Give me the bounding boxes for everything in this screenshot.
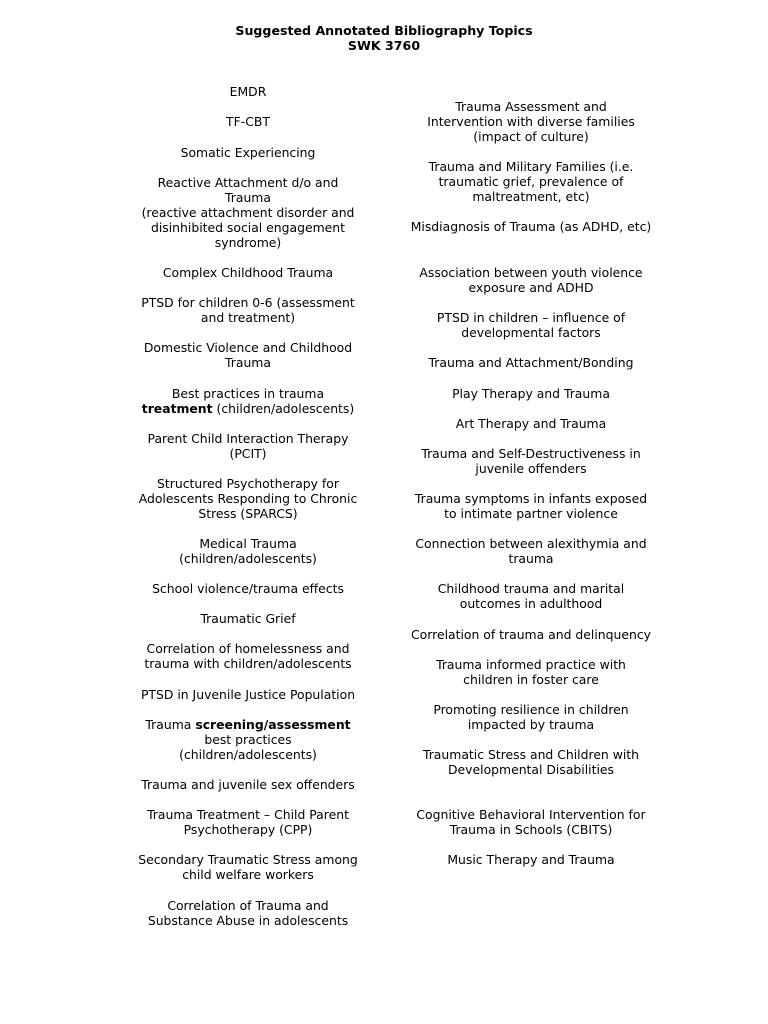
topic-item: Cognitive Behavioral Intervention for Trauma in Schools (CBITS): [416, 807, 646, 837]
topic-item: Misdiagnosis of Trauma (as ADHD, etc): [410, 219, 652, 234]
topic-item: Trauma Treatment – Child Parent Psychotherapy (CPP): [147, 807, 349, 837]
topic-item: Trauma informed practice with children in foster care: [436, 657, 626, 687]
topic-item: Traumatic Grief: [200, 611, 296, 626]
topic-item: Secondary Traumatic Stress among child welfare workers: [138, 852, 358, 882]
topic-item: Correlation of Trauma and Substance Abuse in adolescents: [147, 898, 349, 928]
topic-item: Somatic Experiencing: [180, 145, 316, 160]
topic-item: Correlation of homelessness and trauma with children/adolescents: [144, 641, 352, 671]
topic-item: Childhood trauma and marital outcomes in adulthood: [437, 581, 625, 611]
topic-item: Correlation of trauma and delinquency: [411, 627, 651, 642]
topic-item: Parent Child Interaction Therapy (PCIT): [147, 431, 349, 461]
topic-item: PTSD in children – influence of developmental factors: [436, 310, 626, 340]
topic-item: Music Therapy and Trauma: [447, 852, 615, 867]
topic-item: Play Therapy and Trauma: [452, 386, 610, 401]
topic-item: Association between youth violence exposure and ADHD: [419, 265, 643, 295]
topic-item: Structured Psychotherapy for Adolescents Responding to Chronic Stress (SPARCS): [138, 476, 358, 521]
topic-text: Best practices in trauma: [171, 386, 325, 401]
topic-item: Promoting resilience in children impacted by trauma: [433, 702, 629, 732]
topic-item: Medical Trauma (children/adolescents): [179, 536, 317, 566]
topic-item: School violence/trauma effects: [152, 581, 344, 596]
topic-text: Trauma: [145, 717, 196, 732]
topic-item: Trauma symptoms in infants exposed to intimate partner violence: [414, 491, 648, 521]
topic-item: [128, 717, 368, 762]
topic-item: Trauma and Attachment/Bonding: [428, 355, 634, 370]
topic-item: PTSD in Juvenile Justice Population: [140, 687, 356, 702]
topic-item: TF-CBT: [226, 114, 270, 129]
topic-text: (children/adolescents): [212, 401, 355, 416]
topic-item: Art Therapy and Trauma: [455, 416, 607, 431]
topic-item: Traumatic Stress and Children with Developmental Disabilities: [422, 747, 640, 777]
topic-item: Reactive Attachment d/o and Trauma (reactive attachment disorder and disinhibited social engagement syndrome): [141, 175, 355, 250]
topic-item: PTSD for children 0-6 (assessment and treatment): [141, 295, 355, 325]
topic-item: EMDR: [229, 84, 267, 99]
topic-item: Complex Childhood Trauma: [162, 265, 334, 280]
topic-item: Trauma and Self-Destructiveness in juvenile offenders: [421, 446, 641, 476]
topic-item: Connection between alexithymia and trauma: [415, 536, 647, 566]
document-header: [0, 23, 768, 53]
topic-emphasis: treatment: [141, 401, 213, 416]
topic-item: Domestic Violence and Childhood Trauma: [143, 340, 353, 370]
course-code: SWK 3760: [347, 38, 421, 53]
topic-item: Trauma Assessment and Intervention with diverse families (impact of culture): [427, 99, 635, 144]
topic-item: [128, 386, 368, 416]
topic-text: best practices (children/adolescents): [179, 732, 317, 762]
topic-item: Trauma and Military Families (i.e. traumatic grief, prevalence of maltreatment, etc): [428, 159, 634, 204]
topic-emphasis: screening/assessment: [195, 717, 351, 732]
document-title: Suggested Annotated Bibliography Topics: [235, 23, 533, 38]
topic-item: Trauma and juvenile sex offenders: [141, 777, 355, 792]
